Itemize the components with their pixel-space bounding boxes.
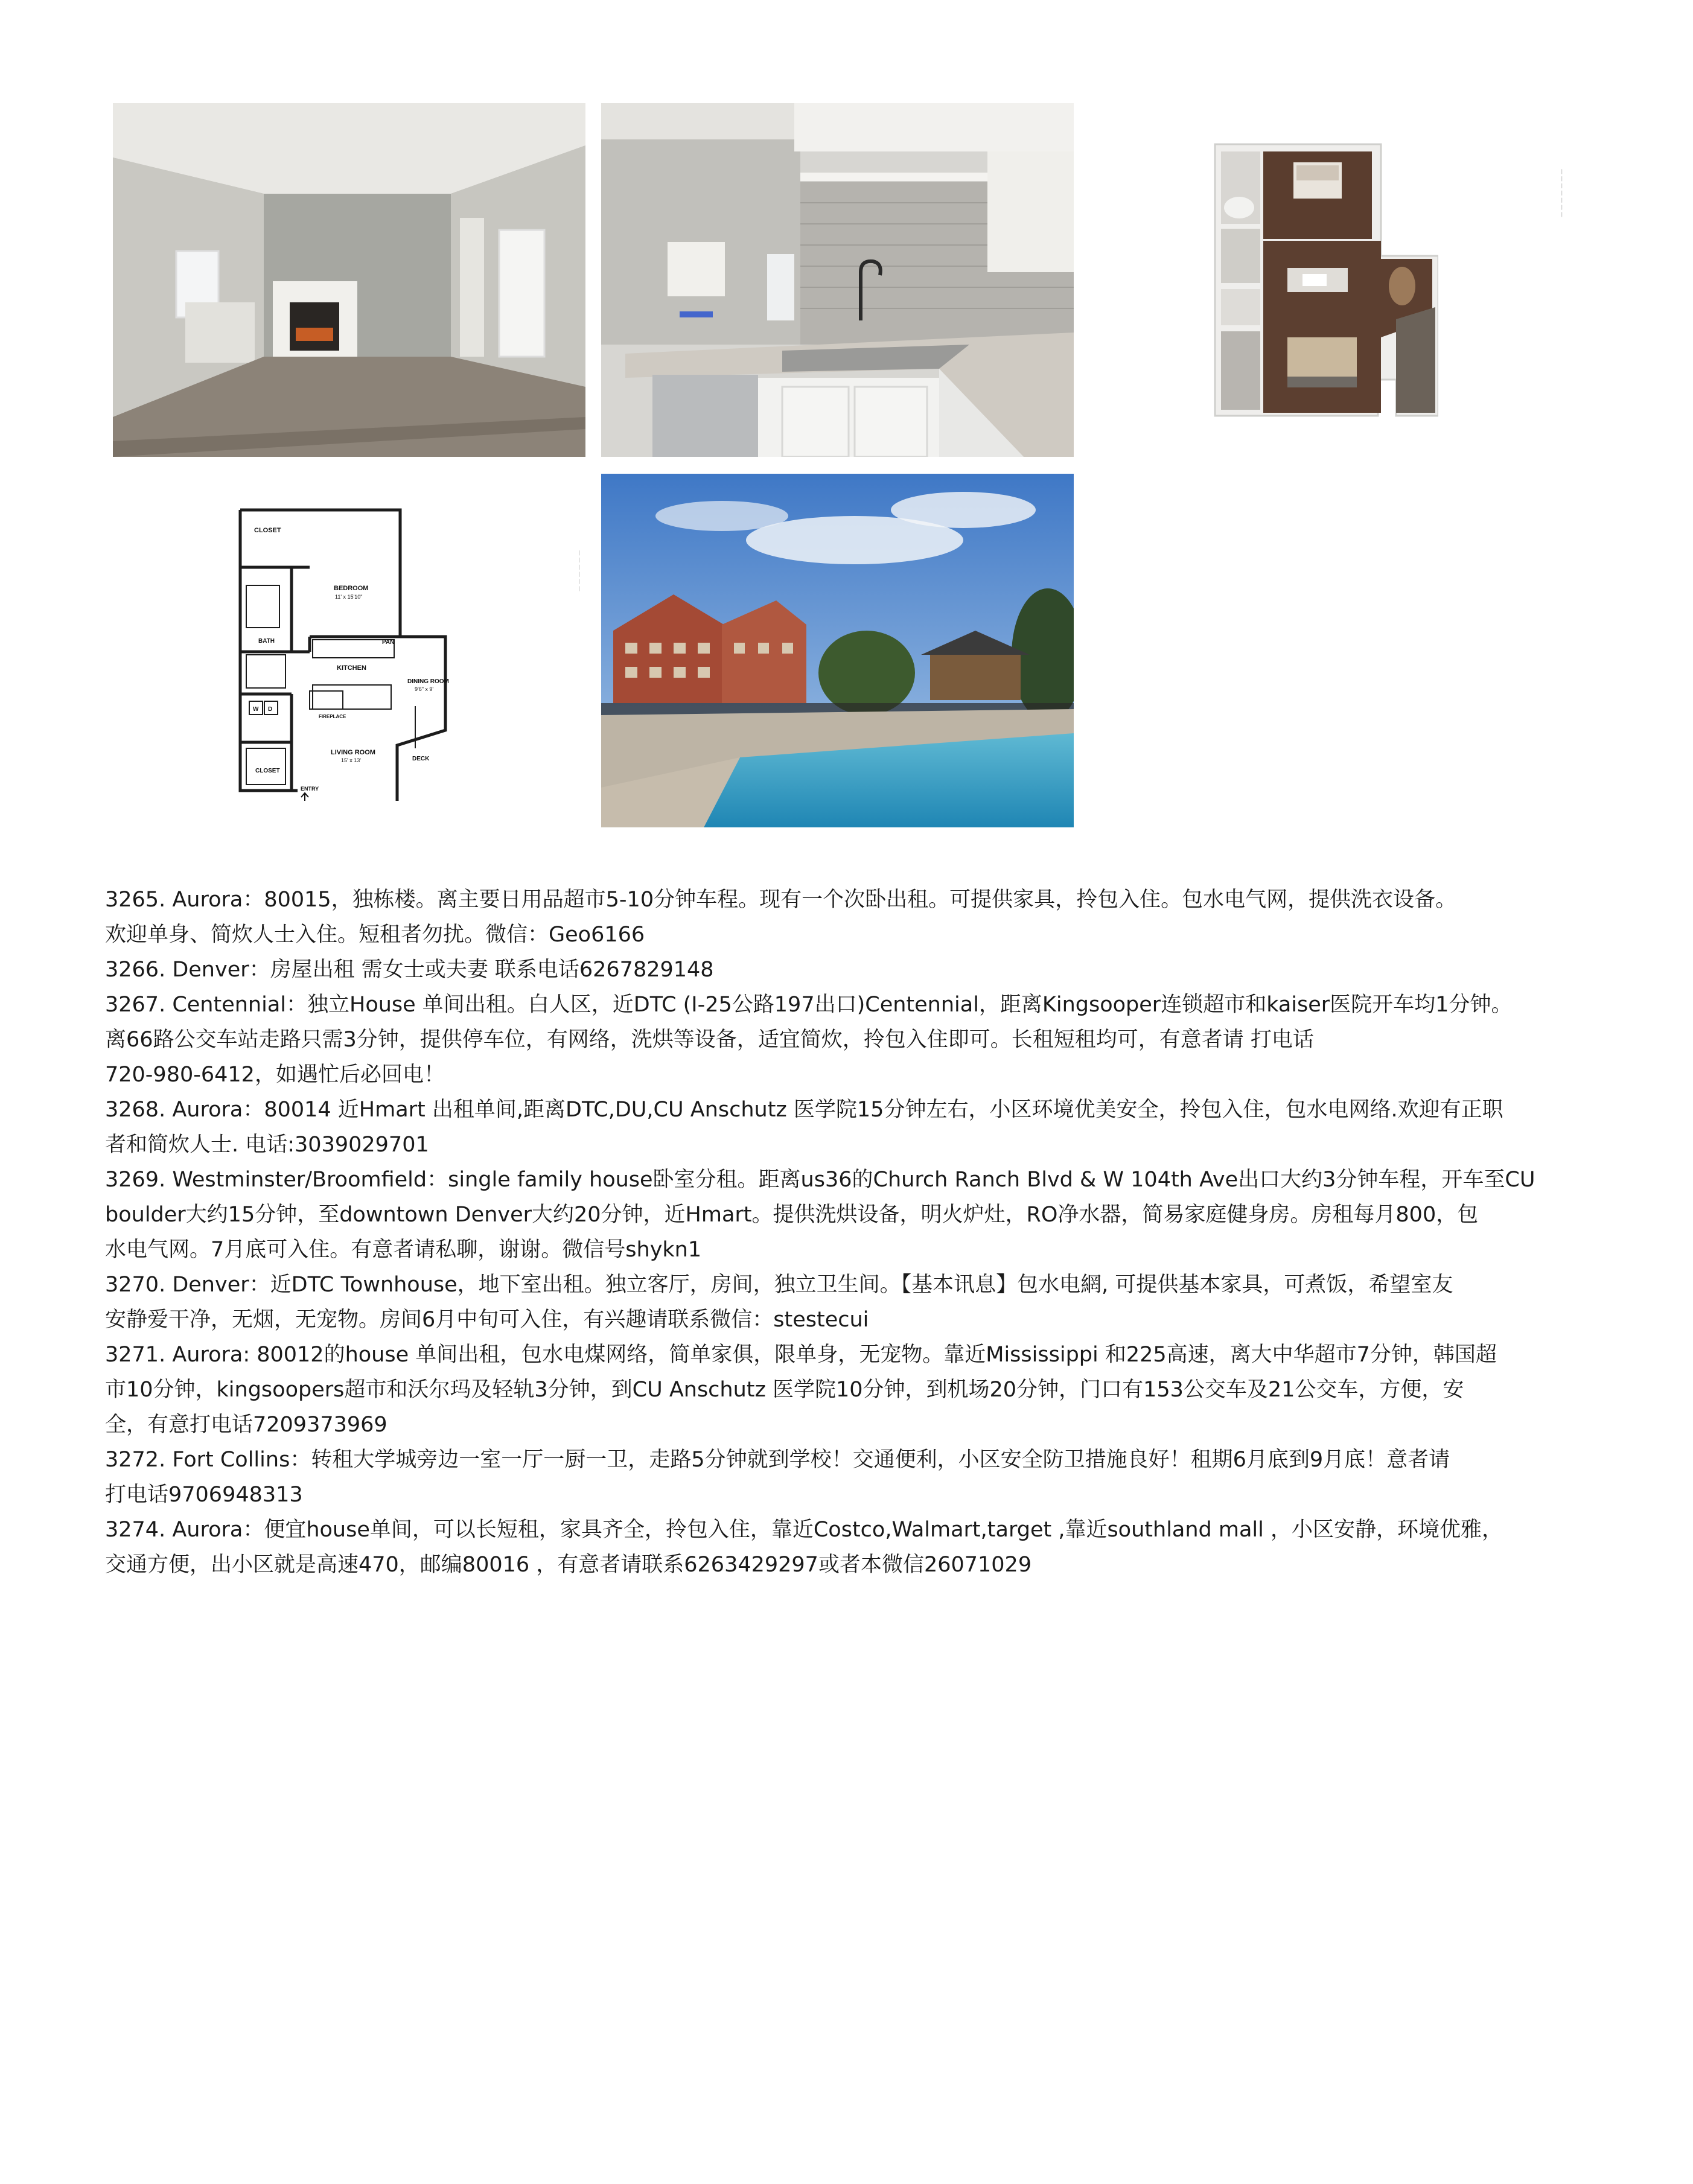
- fp-bedroom-size: 11' x 15'10": [335, 594, 363, 600]
- listing-3270: 3270. Denver：近DTC Townhouse，地下室出租。独立客厅，房间，独立卫生间。【基本讯息】包水电網, 可提供基本家具，可煮饭，希望室友 安静爱干净，无烟，无宠物。房间6月中旬可入住，有兴趣请联系微信：stestecui: [105, 1273, 1453, 1332]
- listing-3266: 3266. Denver：房屋出租 需女士或夫妻 联系电话6267829148: [105, 958, 714, 982]
- listing-3265: 3265. Aurora：80015，独栋楼。离主要日用品超市5-10分钟车程。现有一个次卧出租。可提供家具，拎包入住。包水电气网，提供洗衣设备。 欢迎单身、简炊人士入住。短租者勿扰。微信：Geo6166: [105, 888, 1457, 947]
- fp-d: D: [268, 706, 273, 713]
- fp-kitchen: KITCHEN: [337, 664, 366, 672]
- listing-3267: 3267. Centennial：独立House 单间出租。白人区，近DTC (I-25公路197出口)Centennial，距离Kingsooper连锁超市和kaiser医院开车均1分钟。 离66路公交车站走路只需3分钟，提供停车位，有网络，洗烘等设备，适宜简炊，拎包入住即可。长租短租均可，有意者请 打电话 720-980-6412，如遇忙后必回电！: [105, 993, 1513, 1087]
- fp-closet-bottom: CLOSET: [255, 768, 280, 774]
- floor-plan-2d: [237, 507, 473, 801]
- fp-bedroom: BEDROOM: [334, 585, 369, 592]
- floor-plan-3d: [1206, 138, 1438, 422]
- listing-3271: 3271. Aurora: 80012的house 单间出租，包水电煤网络，简单家俱，限单身，无宠物。靠近Mississippi 和225高速，离大中华超市7分钟，韩国超 市10分钟，kingsoopers超市和沃尔玛及轻轨3分钟，到CU Anschutz 医学院10分钟，到机场20分钟，门口有153公交车及21公交车，方便，安 全，有意打电话7209373969: [105, 1343, 1497, 1437]
- listing-3274: 3274. Aurora：便宜house单间，可以长短租，家具齐全，拎包入住，靠近Costco,Walmart,target ,靠近southland mall ，小区安静，环境优雅， 交通方便，出小区就是高速470，邮编80016 ，有意者请联系6263429297或者本微信26071029: [105, 1518, 1503, 1577]
- listing-3272: 3272. Fort Collins：转租大学城旁边一室一厅一厨一卫，走路5分钟就到学校！交通便利，小区安全防卫措施良好！租期6月底到9月底！意者请 打电话9706948313: [105, 1448, 1450, 1507]
- fp-living-size: 15' x 13': [341, 757, 361, 763]
- listing-3268: 3268. Aurora：80014 近Hmart 出租单间,距离DTC,DU,CU Anschutz 医学院15分钟左右，小区环境优美安全，拎包入住，包水电网络.欢迎有正职 者和简炊人士. 电话:3039029701: [105, 1098, 1503, 1157]
- fp-closet-top: CLOSET: [254, 527, 281, 534]
- floor-plan-2d-watermark: — — — — — —: [576, 550, 582, 591]
- fp-dining-room: DINING ROOM: [407, 678, 449, 685]
- fp-entry: ENTRY: [301, 786, 319, 792]
- pool-photo: [601, 474, 1074, 827]
- kitchen-photo: [601, 103, 1074, 457]
- fp-bath: BATH: [258, 638, 275, 645]
- fp-fireplace: FIREPLACE: [319, 714, 346, 719]
- fp-living-room: LIVING ROOM: [331, 749, 375, 756]
- fp-dining-size: 9'6" x 9': [415, 686, 434, 692]
- listing-3269: 3269. Westminster/Broomfield：single family house卧室分租。距离us36的Church Ranch Blvd & W 104th Ave出口大约3分钟车程，开车至CU boulder大约15分钟，至downtown Denver大约20分钟，近Hmart。提供洗烘设备，明火炉灶，RO净水器，简易家庭健身房。房租每月800，包 水电气网。7月底可入住。有意者请私聊，谢谢。微信号shykn1: [105, 1168, 1535, 1262]
- floor-plan-watermark: — — — — — — —: [1559, 168, 1565, 217]
- living-room-photo: [113, 103, 585, 457]
- fp-pan: PAN: [382, 639, 395, 646]
- fp-w: W: [253, 706, 259, 713]
- fp-deck: DECK: [412, 756, 430, 762]
- listing-list: [105, 882, 1578, 1582]
